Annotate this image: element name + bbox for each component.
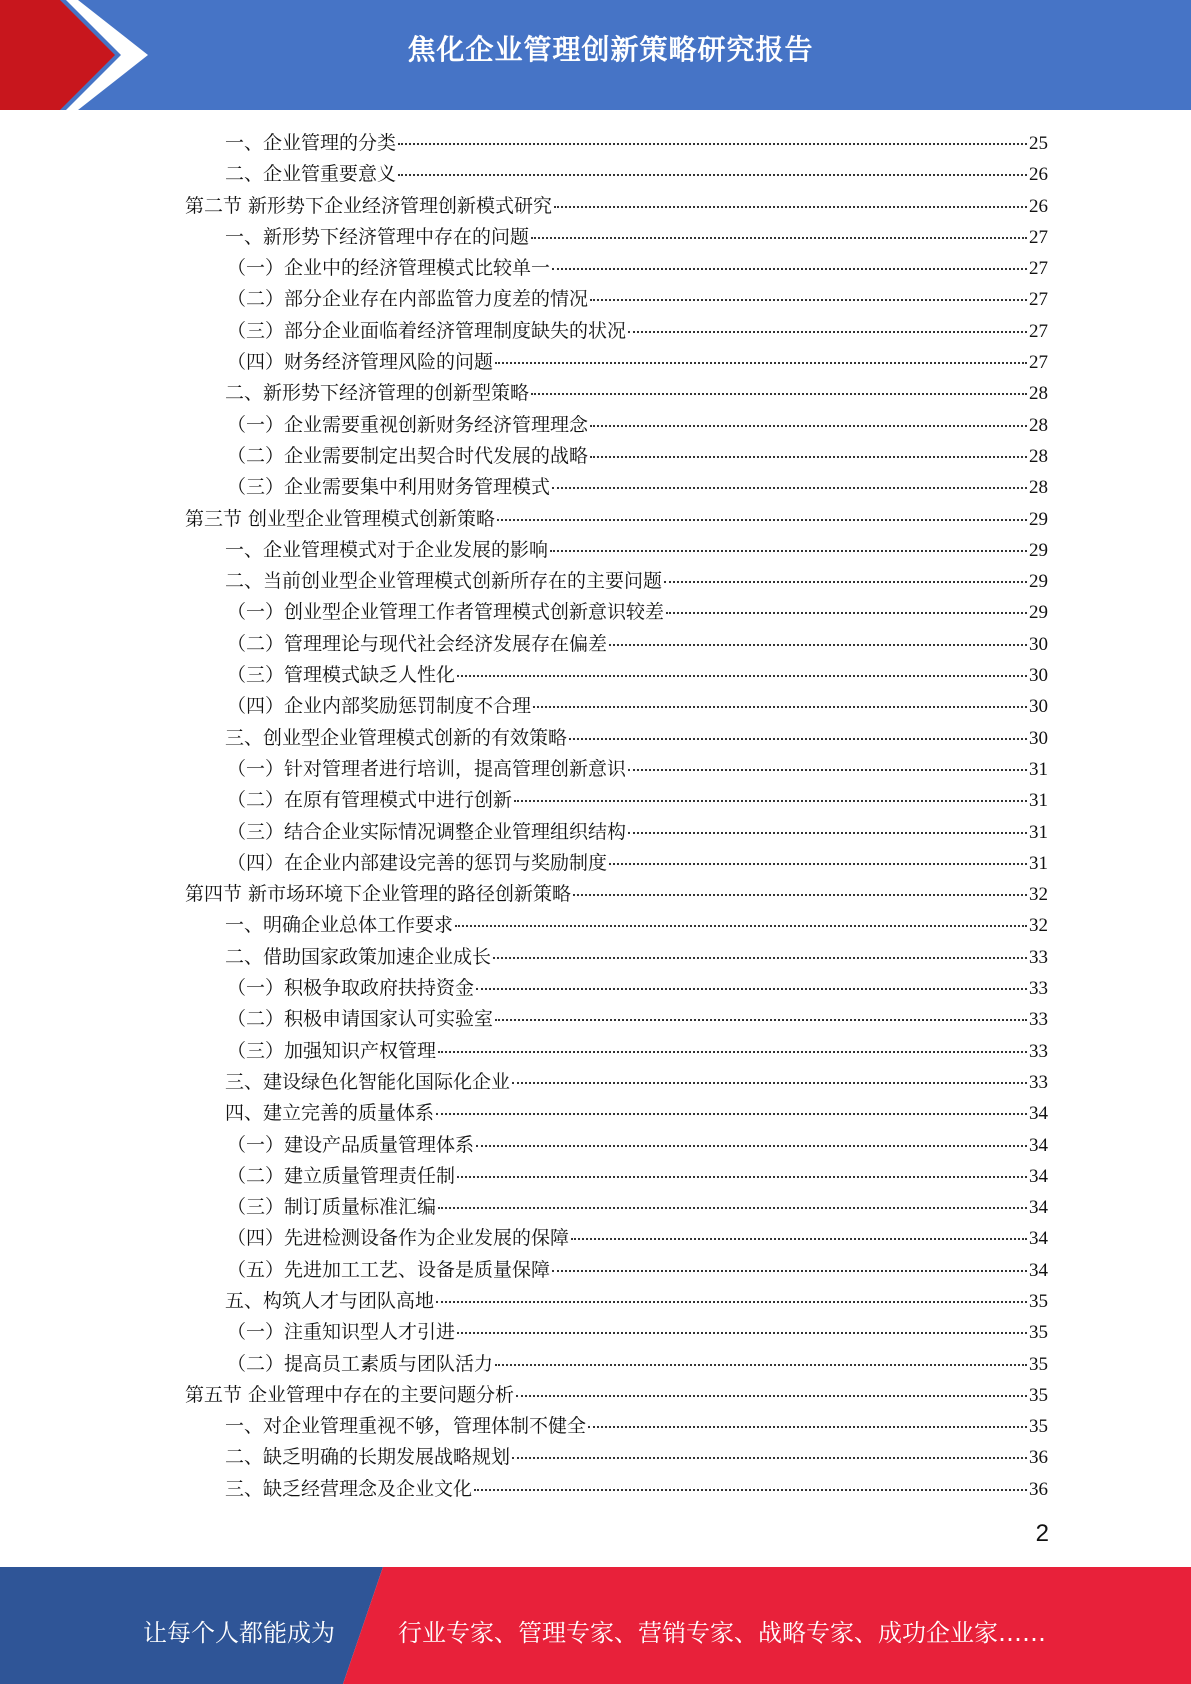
toc-entry-page: 34 xyxy=(1029,1165,1048,1187)
footer-banner xyxy=(0,1567,1191,1684)
toc-entry-page: 26 xyxy=(1029,164,1048,186)
toc-dot-leader xyxy=(628,331,1027,333)
toc-entry-page: 33 xyxy=(1029,946,1048,968)
toc-entry[interactable] xyxy=(185,535,1048,566)
toc-dot-leader xyxy=(550,550,1027,552)
toc-entry-page: 28 xyxy=(1029,477,1048,499)
toc-dot-leader xyxy=(664,581,1027,583)
toc-entry[interactable] xyxy=(185,629,1048,660)
toc-entry-title: （三）制订质量标准汇编 xyxy=(227,1196,437,1219)
toc-entry-title: （一）积极争取政府扶持资金 xyxy=(227,977,475,1000)
toc-entry[interactable] xyxy=(185,1411,1048,1442)
toc-dot-leader xyxy=(609,644,1027,646)
toc-entry-page: 29 xyxy=(1029,508,1048,530)
toc-entry[interactable] xyxy=(185,1317,1048,1348)
toc-dot-leader xyxy=(438,1051,1027,1053)
toc-entry[interactable] xyxy=(185,910,1048,941)
toc-entry-title: （二）企业需要制定出契合时代发展的战略 xyxy=(227,444,589,467)
toc-dot-leader xyxy=(628,832,1027,834)
toc-entry[interactable] xyxy=(185,785,1048,816)
toc-entry-title: 二、新形势下经济管理的创新型策略 xyxy=(225,382,530,405)
toc-dot-leader xyxy=(628,769,1027,771)
toc-dot-leader xyxy=(457,1176,1027,1178)
toc-entry[interactable] xyxy=(185,284,1048,315)
toc-entry-page: 31 xyxy=(1029,821,1048,843)
toc-entry-title: 一、企业管理模式对于企业发展的影响 xyxy=(225,538,549,561)
toc-dot-leader xyxy=(495,1364,1027,1366)
toc-entry[interactable] xyxy=(185,1192,1048,1223)
footer-slogan-right: 行业专家、管理专家、营销专家、战略专家、成功企业家…… xyxy=(398,1619,1046,1647)
toc-dot-leader xyxy=(398,143,1027,145)
toc-entry[interactable] xyxy=(185,472,1048,503)
toc-entry[interactable] xyxy=(185,441,1048,472)
toc-entry[interactable] xyxy=(185,691,1048,722)
toc-entry[interactable] xyxy=(185,378,1048,409)
toc-dot-leader xyxy=(455,925,1027,927)
toc-dot-leader xyxy=(590,425,1027,427)
toc-entry-page: 26 xyxy=(1029,195,1048,217)
toc-dot-leader xyxy=(588,1426,1027,1428)
toc-dot-leader xyxy=(495,1019,1027,1021)
toc-entry[interactable] xyxy=(185,879,1048,910)
toc-entry[interactable] xyxy=(185,660,1048,691)
toc-entry-title: （三）结合企业实际情况调整企业管理组织结构 xyxy=(227,820,627,843)
toc-entry-title: （二）在原有管理模式中进行创新 xyxy=(227,789,513,812)
toc-dot-leader xyxy=(514,800,1027,802)
toc-dot-leader xyxy=(436,1301,1027,1303)
toc-dot-leader xyxy=(531,393,1027,395)
toc-entry-page: 34 xyxy=(1029,1259,1048,1281)
toc-entry-page: 30 xyxy=(1029,696,1048,718)
toc-dot-leader xyxy=(590,456,1027,458)
toc-entry-title: 二、企业管重要意义 xyxy=(225,163,397,186)
toc-entry-title: 四、建立完善的质量体系 xyxy=(225,1102,435,1125)
toc-entry-title: （四）先进检测设备作为企业发展的保障 xyxy=(227,1227,570,1250)
toc-entry-page: 32 xyxy=(1029,915,1048,937)
toc-dot-leader xyxy=(457,1332,1027,1334)
toc-entry[interactable] xyxy=(185,159,1048,190)
toc-entry[interactable] xyxy=(185,723,1048,754)
toc-entry-page: 35 xyxy=(1029,1353,1048,1375)
toc-entry-title: （一）针对管理者进行培训，提高管理创新意识 xyxy=(227,757,627,780)
toc-entry-page: 30 xyxy=(1029,665,1048,687)
toc-entry-page: 28 xyxy=(1029,445,1048,467)
toc-dot-leader xyxy=(476,988,1027,990)
toc-entry-title: 第二节 新形势下企业经济管理创新模式研究 xyxy=(185,194,553,217)
toc-dot-leader xyxy=(552,268,1027,270)
toc-entry-page: 27 xyxy=(1029,226,1048,248)
toc-dot-leader xyxy=(531,237,1027,239)
toc-entry-title: 第五节 企业管理中存在的主要问题分析 xyxy=(185,1383,515,1406)
toc-dot-leader xyxy=(493,957,1027,959)
toc-entry-page: 35 xyxy=(1029,1384,1048,1406)
document-title: 焦化企业管理创新策略研究报告 xyxy=(407,33,814,66)
toc-entry-page: 31 xyxy=(1029,852,1048,874)
toc-entry-title: （一）企业中的经济管理模式比较单一 xyxy=(227,257,551,280)
toc-entry[interactable] xyxy=(185,253,1048,284)
toc-entry-title: 二、缺乏明确的长期发展战略规划 xyxy=(225,1446,511,1469)
toc-entry-page: 27 xyxy=(1029,258,1048,280)
toc-dot-leader xyxy=(457,675,1027,677)
toc-entry-title: 二、当前创业型企业管理模式创新所存在的主要问题 xyxy=(225,570,663,593)
toc-entry-page: 35 xyxy=(1029,1290,1048,1312)
toc-dot-leader xyxy=(512,1082,1027,1084)
toc-entry-title: （五）先进加工工艺、设备是质量保障 xyxy=(227,1258,551,1281)
toc-entry[interactable] xyxy=(185,347,1048,378)
toc-dot-leader xyxy=(569,738,1027,740)
toc-entry-page: 34 xyxy=(1029,1134,1048,1156)
toc-entry-title: 三、建设绿色化智能化国际化企业 xyxy=(225,1070,511,1093)
toc-entry[interactable] xyxy=(185,191,1048,222)
toc-dot-leader xyxy=(573,894,1027,896)
toc-entry-page: 33 xyxy=(1029,978,1048,1000)
toc-entry-title: 五、构筑人才与团队高地 xyxy=(225,1289,435,1312)
toc-entry[interactable] xyxy=(185,1036,1048,1067)
page-number: 2 xyxy=(1035,1520,1049,1547)
toc-dot-leader xyxy=(533,706,1027,708)
toc-entry-title: （三）加强知识产权管理 xyxy=(227,1039,437,1062)
toc-entry-title: 一、对企业管理重视不够，管理体制不健全 xyxy=(225,1415,587,1438)
toc-entry[interactable] xyxy=(185,1442,1048,1473)
toc-entry-page: 34 xyxy=(1029,1197,1048,1219)
toc-entry-title: 三、创业型企业管理模式创新的有效策略 xyxy=(225,726,568,749)
toc-entry[interactable] xyxy=(185,848,1048,879)
toc-dot-leader xyxy=(495,362,1027,364)
toc-entry[interactable] xyxy=(185,754,1048,785)
toc-entry-page: 34 xyxy=(1029,1103,1048,1125)
toc-entry[interactable] xyxy=(185,1098,1048,1129)
toc-entry-page: 33 xyxy=(1029,1071,1048,1093)
toc-entry-page: 33 xyxy=(1029,1009,1048,1031)
toc-dot-leader xyxy=(666,612,1027,614)
toc-entry[interactable] xyxy=(185,128,1048,159)
toc-entry-page: 27 xyxy=(1029,289,1048,311)
toc-entry-page: 32 xyxy=(1029,884,1048,906)
toc-entry-title: 一、企业管理的分类 xyxy=(225,132,397,154)
toc-entry[interactable] xyxy=(185,1255,1048,1286)
toc-dot-leader xyxy=(516,1395,1027,1397)
toc-dot-leader xyxy=(398,174,1027,176)
toc-dot-leader xyxy=(609,863,1027,865)
toc-entry-page: 27 xyxy=(1029,352,1048,374)
toc-entry-title: （三）企业需要集中利用财务管理模式 xyxy=(227,476,551,499)
toc-dot-leader xyxy=(554,206,1027,208)
toc-entry-page: 25 xyxy=(1029,133,1048,154)
toc-entry-title: 三、缺乏经营理念及企业文化 xyxy=(225,1477,473,1500)
toc-entry-page: 29 xyxy=(1029,602,1048,624)
toc-entry-title: （四）企业内部奖励惩罚制度不合理 xyxy=(227,695,532,718)
toc-dot-leader xyxy=(552,1270,1027,1272)
toc-entry-page: 30 xyxy=(1029,727,1048,749)
toc-dot-leader xyxy=(552,487,1027,489)
toc-dot-leader xyxy=(512,1457,1027,1459)
toc-entry-title: （一）注重知识型人才引进 xyxy=(227,1321,456,1344)
table-of-contents xyxy=(185,128,1048,1505)
toc-entry-title: （三）管理模式缺乏人性化 xyxy=(227,664,456,687)
toc-entry-page: 28 xyxy=(1029,383,1048,405)
toc-entry-title: （三）部分企业面临着经济管理制度缺失的状况 xyxy=(227,319,627,342)
toc-entry-title: 二、借助国家政策加速企业成长 xyxy=(225,945,492,968)
toc-dot-leader xyxy=(436,1113,1027,1115)
toc-dot-leader xyxy=(590,299,1027,301)
toc-entry-title: （一）创业型企业管理工作者管理模式创新意识较差 xyxy=(227,601,665,624)
toc-entry[interactable] xyxy=(185,1286,1048,1317)
toc-entry-page: 29 xyxy=(1029,571,1048,593)
footer-slogan-left: 让每个人都能成为 xyxy=(143,1619,335,1647)
toc-entry[interactable] xyxy=(185,410,1048,441)
header-banner xyxy=(0,0,1191,110)
toc-entry[interactable] xyxy=(185,1161,1048,1192)
toc-entry[interactable] xyxy=(185,1067,1048,1098)
toc-entry-title: （二）部分企业存在内部监管力度差的情况 xyxy=(227,288,589,311)
toc-entry[interactable] xyxy=(185,1004,1048,1035)
toc-entry-page: 31 xyxy=(1029,790,1048,812)
toc-dot-leader xyxy=(571,1238,1027,1240)
toc-entry-page: 31 xyxy=(1029,758,1048,780)
toc-entry-page: 30 xyxy=(1029,633,1048,655)
toc-entry[interactable] xyxy=(185,1130,1048,1161)
toc-dot-leader xyxy=(476,1145,1027,1147)
toc-entry-page: 35 xyxy=(1029,1416,1048,1438)
toc-entry-page: 35 xyxy=(1029,1322,1048,1344)
toc-entry-page: 36 xyxy=(1029,1447,1048,1469)
toc-entry-title: 第四节 新市场环境下企业管理的路径创新策略 xyxy=(185,883,572,906)
toc-entry-page: 28 xyxy=(1029,414,1048,436)
toc-dot-leader xyxy=(438,1207,1027,1209)
toc-entry[interactable] xyxy=(185,1223,1048,1254)
toc-entry-page: 36 xyxy=(1029,1478,1048,1500)
toc-dot-leader xyxy=(497,519,1027,521)
toc-entry-page: 33 xyxy=(1029,1040,1048,1062)
toc-entry-page: 29 xyxy=(1029,539,1048,561)
toc-entry-page: 34 xyxy=(1029,1228,1048,1250)
toc-entry-title: （二）管理理论与现代社会经济发展存在偏差 xyxy=(227,632,608,655)
toc-entry-title: （四）在企业内部建设完善的惩罚与奖励制度 xyxy=(227,851,608,874)
toc-entry-title: 一、明确企业总体工作要求 xyxy=(225,914,454,937)
toc-dot-leader xyxy=(474,1489,1027,1491)
toc-entry[interactable] xyxy=(185,1380,1048,1411)
toc-entry[interactable] xyxy=(185,942,1048,973)
toc-entry[interactable] xyxy=(185,1474,1048,1505)
toc-entry-title: （二）建立质量管理责任制 xyxy=(227,1164,456,1187)
toc-entry[interactable] xyxy=(185,504,1048,535)
toc-entry[interactable] xyxy=(185,316,1048,347)
toc-entry-page: 27 xyxy=(1029,320,1048,342)
toc-entry-title: （一）企业需要重视创新财务经济管理理念 xyxy=(227,413,589,436)
toc-entry-title: （一）建设产品质量管理体系 xyxy=(227,1133,475,1156)
toc-entry[interactable] xyxy=(185,222,1048,253)
toc-entry[interactable] xyxy=(185,1349,1048,1380)
toc-entry[interactable] xyxy=(185,566,1048,597)
toc-entry-title: 第三节 创业型企业管理模式创新策略 xyxy=(185,507,496,530)
toc-entry-title: （二）提高员工素质与团队活力 xyxy=(227,1352,494,1375)
toc-entry-title: （四）财务经济管理风险的问题 xyxy=(227,351,494,374)
toc-entry[interactable] xyxy=(185,973,1048,1004)
toc-entry[interactable] xyxy=(185,597,1048,628)
toc-entry-title: （二）积极申请国家认可实验室 xyxy=(227,1008,494,1031)
toc-entry-title: 一、新形势下经济管理中存在的问题 xyxy=(225,225,530,248)
toc-entry[interactable] xyxy=(185,817,1048,848)
